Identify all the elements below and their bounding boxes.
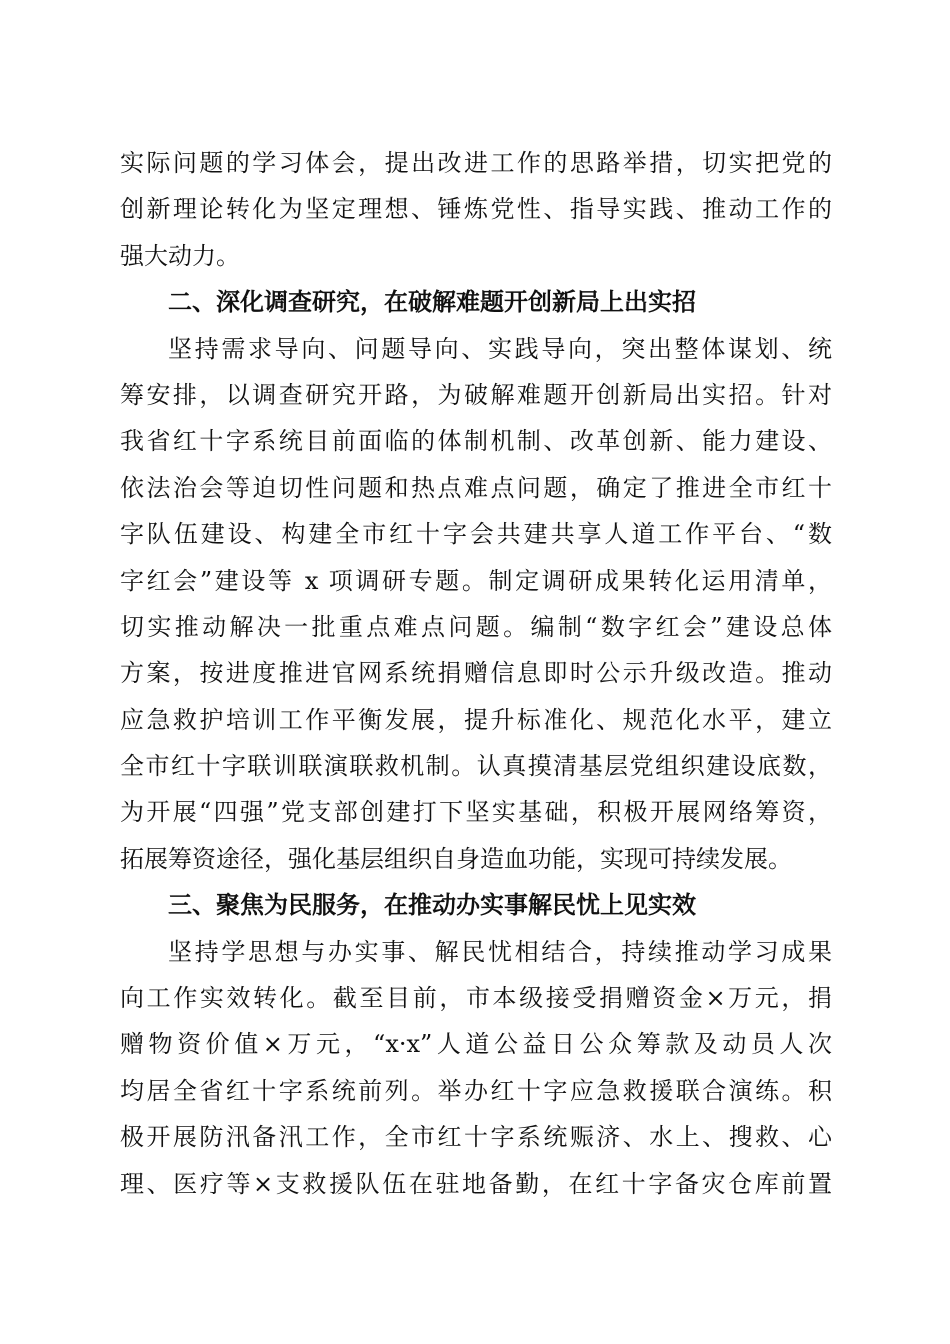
paragraph-line: 应急救护培训工作平衡发展，提升标准化、规范化水平，建立 bbox=[120, 705, 832, 734]
section-heading-2: 二、深化调查研究，在破解难题开创新局上出实招 bbox=[168, 288, 696, 317]
paragraph-line: 切实推动解决一批重点难点问题。编制“数字红会”建设总体 bbox=[120, 612, 832, 641]
paragraph-line: 字队伍建设、构建全市红十字会共建共享人道工作平台、“数 bbox=[120, 520, 832, 549]
paragraph-line: 均居全省红十字系统前列。举办红十字应急救援联合演练。积 bbox=[120, 1076, 832, 1105]
paragraph-line: 理、医疗等×支救援队伍在驻地备勤，在红十字备灾仓库前置 bbox=[120, 1169, 832, 1198]
paragraph-line: 我省红十字系统目前面临的体制机制、改革创新、能力建设、 bbox=[120, 427, 832, 456]
paragraph-line: 为开展“四强”党支部创建打下坚实基础，积极开展网络筹资， bbox=[120, 798, 832, 827]
paragraph-line: 字红会”建设等 x 项调研专题。制定调研成果转化运用清单， bbox=[120, 566, 832, 595]
paragraph-line: 向工作实效转化。截至目前，市本级接受捐赠资金×万元，捐 bbox=[120, 984, 832, 1013]
document-body bbox=[120, 140, 832, 1207]
paragraph-line: 创新理论转化为坚定理想、锤炼党性、指导实践、推动工作的 bbox=[120, 195, 832, 224]
paragraph-line: 拓展筹资途径，强化基层组织自身造血功能，实现可持续发展。 bbox=[120, 844, 792, 873]
paragraph-line: 坚持需求导向、问题导向、实践导向，突出整体谋划、统 bbox=[168, 334, 832, 363]
paragraph-line: 坚持学思想与办实事、解民忧相结合，持续推动学习成果 bbox=[168, 937, 832, 966]
paragraph-line: 实际问题的学习体会，提出改进工作的思路举措，切实把党的 bbox=[120, 149, 832, 177]
paragraph-line: 赠物资价值×万元，“x·x”人道公益日公众筹款及动员人次 bbox=[120, 1030, 832, 1059]
paragraph-line: 筹安排，以调查研究开路，为破解难题开创新局出实招。针对 bbox=[120, 380, 832, 409]
paragraph-line: 方案，按进度推进官网系统捐赠信息即时公示升级改造。推动 bbox=[120, 659, 832, 688]
paragraph-line: 强大动力。 bbox=[120, 241, 240, 270]
section-heading-3: 三、聚焦为民服务，在推动办实事解民忧上见实效 bbox=[168, 891, 696, 920]
paragraph-line: 极开展防汛备汛工作，全市红十字系统赈济、水上、搜救、心 bbox=[120, 1123, 832, 1152]
paragraph-line: 依法治会等迫切性问题和热点难点问题，确定了推进全市红十 bbox=[120, 473, 832, 502]
paragraph-line: 全市红十字联训联演联救机制。认真摸清基层党组织建设底数， bbox=[120, 752, 832, 781]
